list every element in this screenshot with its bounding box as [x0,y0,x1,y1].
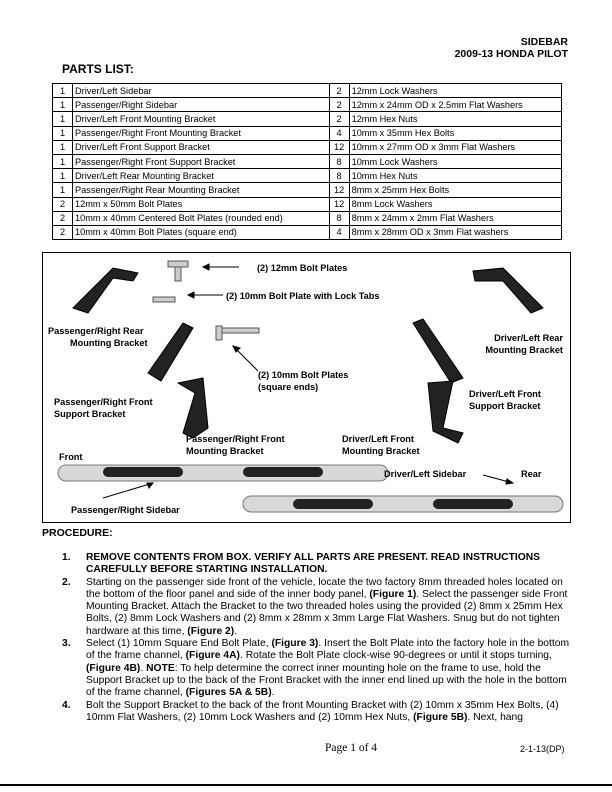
step-text: NOTE [146,662,175,674]
step-text: Bolt the Support Bracket to the back of the front Mounting Bracket with (2) 10mm x 35mm Hex Bolts, (4) 10mm Flat Washers, (2) 10mm Lock Washers and (2) 10mm Hex Nuts, [86,699,559,723]
label-line: Passenger/Right Rear [48,326,144,336]
label-line: Support Bracket [469,401,541,411]
parts-row [53,140,562,154]
step-text: (Figure 2) [187,625,235,637]
dl-support-bracket [413,319,463,383]
part-qty: 1 [53,126,73,140]
part-qty: 12 [329,197,349,211]
step-text: . Insert the Bolt Plate into the factory hole in the bottom of the frame channel, [86,638,570,662]
label-pr-support-bracket [54,396,153,420]
part-description: Driver/Left Front Support Bracket [73,140,330,154]
procedure-list [62,552,572,724]
header-vehicle: 2009-13 HONDA PILOT [454,48,568,60]
label-line: Passenger/Right Front [54,397,153,407]
procedure-title: PROCEDURE: [42,527,113,539]
label-dl-mount-bracket [342,433,420,457]
dl-rear-bracket [473,268,543,313]
part-qty: 1 [53,169,73,183]
parts-row [53,154,562,168]
procedure-step [62,638,572,699]
step-text: . Select the passenger side Front Mounting Bracket. Attach the Bracket to the two threaded holes using the provided (2) 8mm x 25mm Hex Bolts, (2) 8mm Lock Washers and (2) 8mm x 28mm x 3mm Large Flat Washers. Snug but do not tighten hardware at this time, [86,588,568,637]
part-description: 12mm Hex Nuts [349,112,561,126]
label-12mm-bolt-plates: (2) 12mm Bolt Plates [257,263,348,273]
part-qty: 8 [329,169,349,183]
label-pr-mount-bracket [186,433,285,457]
label-dl-rear-bracket [485,332,563,356]
revision-code: 2-1-13(DP) [520,744,565,754]
step-text: REMOVE CONTENTS FROM BOX. VERIFY ALL PARTS ARE PRESENT. READ INSTRUCTIONS CAREFULLY BEFORE STARTING INSTALLATION. [86,552,541,576]
step-text: (Figure 1) [369,588,417,600]
label-line: Support Bracket [54,409,126,419]
part-description: Driver/Left Sidebar [73,84,330,98]
label-rear: Rear [521,469,542,479]
step-text: . [271,687,275,699]
bolt-plate-tabs [153,297,175,302]
bolt-plate-square [221,328,259,333]
step-text: . [140,662,147,674]
label-line: (square ends) [258,382,319,392]
label-pr-rear-bracket [48,325,148,349]
part-qty: 1 [53,154,73,168]
part-description: Driver/Left Rear Mounting Bracket [73,169,330,183]
step-text: : To help determine the correct inner mounting hole on the frame to use, hold the Support Bracket up to the back of the Front Bracket with the inner end lined up with the hole in the bottom of the frame channel, [86,662,567,699]
dl-sidebar-tube [243,496,563,512]
label-dl-support-bracket [469,388,541,412]
label-line: Mounting Bracket [342,446,420,456]
part-description: 12mm x 50mm Bolt Plates [73,197,330,211]
page-number: Page 1 of 4 [325,742,378,754]
procedure-step [62,552,572,577]
part-description: 8mm x 25mm Hex Bolts [349,183,561,197]
step-text: (Figure 5B) [413,711,468,723]
label-line: Mounting Bracket [70,338,148,348]
pr-support-bracket [148,323,193,381]
part-description: Passenger/Right Front Mounting Bracket [73,126,330,140]
step-text: (Figure 3) [271,638,319,650]
part-qty: 12 [329,140,349,154]
label-front: Front [59,452,83,462]
label-line: (2) 10mm Bolt Plates [258,370,349,380]
part-qty: 1 [53,84,73,98]
parts-row [53,197,562,211]
part-qty: 2 [329,98,349,112]
step-number: 3. [62,638,71,650]
part-qty: 2 [53,211,73,225]
part-qty: 12 [329,183,349,197]
part-description: Passenger/Right Front Support Bracket [73,154,330,168]
label-10mm-bolt-plate-tabs: (2) 10mm Bolt Plate with Lock Tabs [226,291,380,301]
parts-row [53,169,562,183]
part-description: 8mm x 28mm OD x 3mm Flat washers [349,225,561,239]
procedure-step [62,700,572,725]
bolt-plate-12mm [168,261,188,267]
part-description: Driver/Left Front Mounting Bracket [73,112,330,126]
step-text: Starting on the passenger side front of the vehicle, locate the two factory 8mm threaded holes located on the bottom of the floor panel and side of the inner body panel, [86,576,563,600]
step-number: 1. [62,552,71,563]
label-line: Passenger/Right Front [186,434,285,444]
parts-row [53,183,562,197]
step-text: . Next, hang [467,711,523,723]
part-description: 10mm x 35mm Hex Bolts [349,126,561,140]
parts-row [53,225,562,239]
label-line: Mounting Bracket [186,446,264,456]
part-description: Passenger/Right Rear Mounting Bracket [73,183,330,197]
part-description: 10mm Lock Washers [349,154,561,168]
part-qty: 1 [53,183,73,197]
part-description: 12mm Lock Washers [349,84,561,98]
dl-mount-bracket [428,381,463,443]
part-qty: 8 [329,154,349,168]
part-description: 10mm x 27mm OD x 3mm Flat Washers [349,140,561,154]
part-qty: 2 [53,197,73,211]
step-text: (Figures 5A & 5B) [185,687,272,699]
part-qty: 2 [53,225,73,239]
part-description: 10mm Hex Nuts [349,169,561,183]
step-number: 2. [62,576,71,588]
step-text: . Rotate the Bolt Plate clock-wise 90-degrees or until it stops turning, [239,650,552,662]
label-line: Driver/Left Front [469,389,541,399]
pr-rear-bracket [73,268,138,313]
parts-row [53,98,562,112]
part-qty: 2 [329,112,349,126]
parts-row [53,126,562,140]
part-qty: 1 [53,140,73,154]
label-10mm-square-plates [258,369,348,393]
part-qty: 1 [53,112,73,126]
label-dl-sidebar: Driver/Left Sidebar [384,469,467,479]
label-pr-sidebar: Passenger/Right Sidebar [71,505,180,515]
parts-list-title: PARTS LIST: [62,62,134,76]
header-title: SIDEBAR [520,36,568,48]
part-description: 10mm x 40mm Bolt Plates (square end) [73,225,330,239]
part-description: 12mm x 24mm OD x 2.5mm Flat Washers [349,98,561,112]
step-text: Select (1) 10mm Square End Bolt Plate, [86,638,272,650]
parts-row [53,84,562,98]
page-bottom-rule [0,784,612,786]
step-text: (Figure 4B) [86,662,141,674]
label-line: Driver/Left Front [342,434,414,444]
pr-mount-bracket [178,378,208,438]
part-qty: 4 [329,126,349,140]
part-description: 8mm Lock Washers [349,197,561,211]
label-line: Driver/Left Rear [494,333,563,343]
step-text: (Figure 4A) [185,650,240,662]
part-qty: 8 [329,211,349,225]
step-number: 4. [62,699,71,711]
parts-row [53,211,562,225]
part-qty: 4 [329,225,349,239]
part-description: 8mm x 24mm x 2mm Flat Washers [349,211,561,225]
label-line: Mounting Bracket [485,345,563,355]
step-text: . [234,625,238,637]
parts-table [52,83,562,240]
procedure-step [62,577,572,638]
part-description: Passenger/Right Sidebar [73,98,330,112]
part-qty: 1 [53,98,73,112]
parts-row [53,112,562,126]
part-qty: 2 [329,84,349,98]
part-description: 10mm x 40mm Centered Bolt Plates (rounded end) [73,211,330,225]
parts-figure [42,252,571,523]
